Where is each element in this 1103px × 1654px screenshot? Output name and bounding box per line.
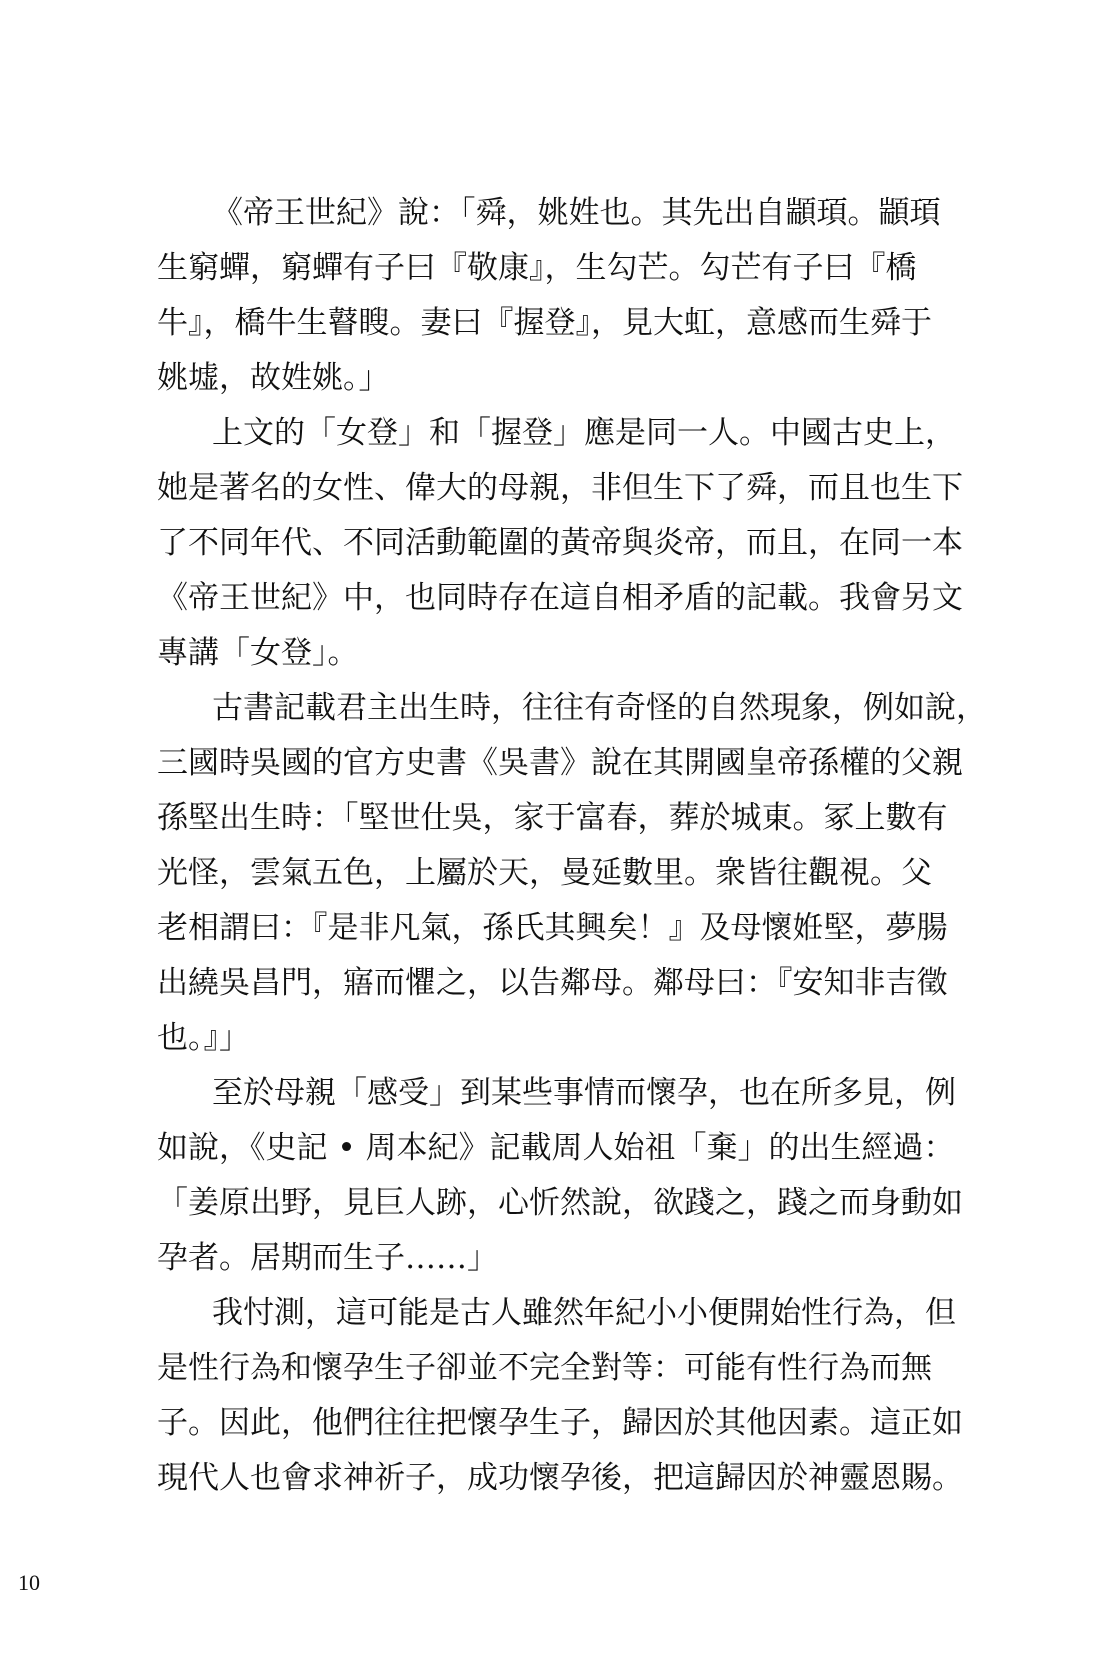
text-line: 孫堅出生時：「堅世仕吳，家于富春，葬於城東。冢上數有 [157, 800, 948, 836]
text-line: 老相謂曰：『是非凡氣，孫氏其興矣！』及母懷姙堅，夢腸 [157, 910, 948, 946]
text-line: 三國時吳國的官方史書《吳書》說在其開國皇帝孫權的父親 [157, 745, 963, 781]
text-line: 生窮蟬，窮蟬有子曰『敬康』，生勾芒。勾芒有子曰『橋 [157, 250, 917, 286]
text-line: 《帝王世紀》中，也同時存在這自相矛盾的記載。我會另文 [157, 580, 963, 616]
text-line: 是性行為和懷孕生子卻並不完全對等：可能有性行為而無 [157, 1350, 932, 1386]
text-line: 專講「女登」。 [157, 635, 359, 671]
paragraph [157, 186, 947, 406]
text-line: 如說，《史記 • 周本紀》記載周人始祖「棄」的出生經過： [157, 1130, 955, 1166]
text-line: 《帝王世紀》說：「舜，姚姓也。其先出自顓頊。顓頊 [212, 195, 941, 231]
paragraph [157, 1286, 963, 1506]
text-line: 出繞吳昌門，寤而懼之，以告鄰母。鄰母曰：『安知非吉徵 [157, 965, 948, 1001]
text-line: 現代人也會求神祈子，成功懷孕後，把這歸因於神靈恩賜。 [157, 1460, 963, 1496]
page-number: 10 [18, 1570, 40, 1595]
text-line: 至於母親「感受」到某些事情而懷孕，也在所多見，例 [212, 1075, 956, 1111]
text-line: 姚墟，故姓姚。」 [157, 360, 390, 396]
text-line: 光怪，雲氣五色，上屬於天，曼延數里。衆皆往觀視。父 [157, 855, 932, 891]
text-line: 我忖測，這可能是古人雖然年紀小小便開始性行為，但 [212, 1295, 956, 1331]
text-line: 她是著名的女性、偉大的母親，非但生下了舜，而且也生下 [157, 470, 963, 506]
paragraph [157, 406, 963, 681]
text-line: 「姜原出野，見巨人跡，心忻然說，欲踐之，踐之而身動如 [157, 1185, 963, 1221]
text-line: 也。』」 [157, 1020, 250, 1056]
text-line: 了不同年代、不同活動範圍的黃帝與炎帝，而且，在同一本 [157, 525, 963, 561]
paragraph [157, 1066, 963, 1286]
text-line: 子。因此，他們往往把懷孕生子，歸因於其他因素。這正如 [157, 1405, 963, 1441]
text-line: 牛』，橋牛生瞽瞍。妻曰『握登』，見大虹，意感而生舜于 [157, 305, 932, 341]
body-text [157, 186, 987, 1506]
text-line: 古書記載君主出生時，往往有奇怪的自然現象，例如說， [212, 690, 987, 726]
paragraph [157, 681, 987, 1066]
text-line: 孕者。居期而生子……」 [157, 1240, 498, 1276]
text-line: 上文的「女登」和「握登」應是同一人。中國古史上， [212, 415, 956, 451]
